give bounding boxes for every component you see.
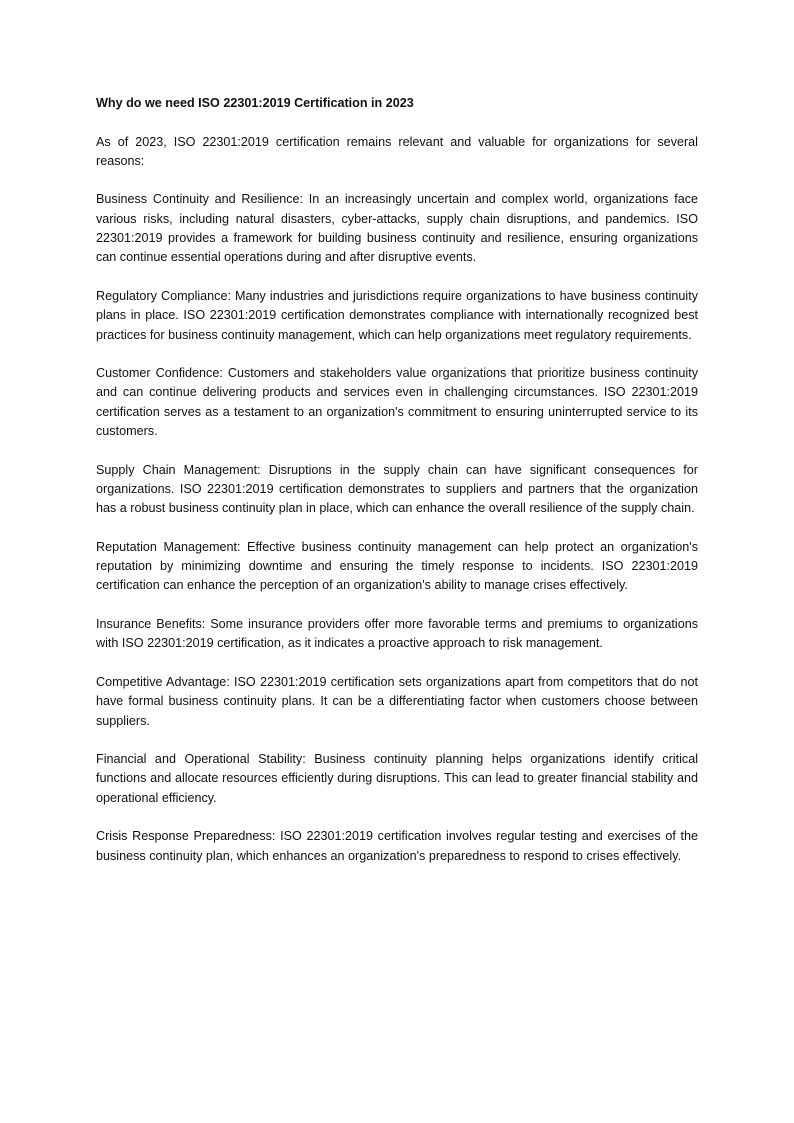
document-title: Why do we need ISO 22301:2019 Certification in 2023: [96, 96, 414, 110]
paragraph-customer-confidence: Customer Confidence: Customers and stakeholders value organizations that prioritize business continuity and can continue delivering products and services even in challenging circumstances. ISO 22301:2019 certification serves as a testament to an organization's commitment to ensuring uninterrupted service to its customers.: [96, 366, 698, 439]
paragraph-regulatory-compliance: Regulatory Compliance: Many industries and jurisdictions require organizations to have business continuity plans in place. ISO 22301:2019 certification demonstrates compliance with internationally recognized best practices for business continuity management, which can help organizations meet regulatory requirements.: [96, 288, 698, 342]
paragraph-insurance: Insurance Benefits: Some insurance providers offer more favorable terms and premiums to organizations with ISO 22301:2019 certification, as it indicates a proactive approach to risk management.: [96, 617, 698, 651]
paragraph-crisis-response: Crisis Response Preparedness: ISO 22301:2019 certification involves regular testing and exercises of the business continuity plan, which enhances an organization's preparedness to respond to crises effectively.: [96, 829, 698, 863]
document-body: [96, 94, 698, 885]
paragraph-financial-stability: Financial and Operational Stability: Business continuity planning helps organizations identify critical functions and allocate resources efficiently during disruptions. This can lead to greater financial stability and operational efficiency.: [96, 752, 698, 805]
intro-paragraph: As of 2023, ISO 22301:2019 certification remains relevant and valuable for organizations for several reasons:: [96, 134, 698, 168]
paragraph-competitive-advantage: Competitive Advantage: ISO 22301:2019 certification sets organizations apart from competitors that do not have formal business continuity plans. It can be a differentiating factor when customers choose between suppliers.: [96, 674, 698, 728]
paragraph-business-continuity: Business Continuity and Resilience: In an increasingly uncertain and complex world, organizations face various risks, including natural disasters, cyber-attacks, supply chain disruptions, and pandemics. ISO 22301:2019 provides a framework for building business continuity and resilience, ensuring organizations can continue essential operations during and after disruptive events.: [96, 192, 698, 265]
paragraph-supply-chain: Supply Chain Management: Disruptions in the supply chain can have significant consequences for organizations. ISO 22301:2019 certification demonstrates to suppliers and partners that the organization has a robust business continuity plan in place, which can enhance the overall resilience of the supply chain.: [96, 462, 698, 516]
paragraph-reputation: Reputation Management: Effective business continuity management can help protect an organization's reputation by minimizing downtime and ensuring the timely response to incidents. ISO 22301:2019 certification can enhance the perception of an organization's ability to manage crises effectively.: [96, 539, 698, 593]
